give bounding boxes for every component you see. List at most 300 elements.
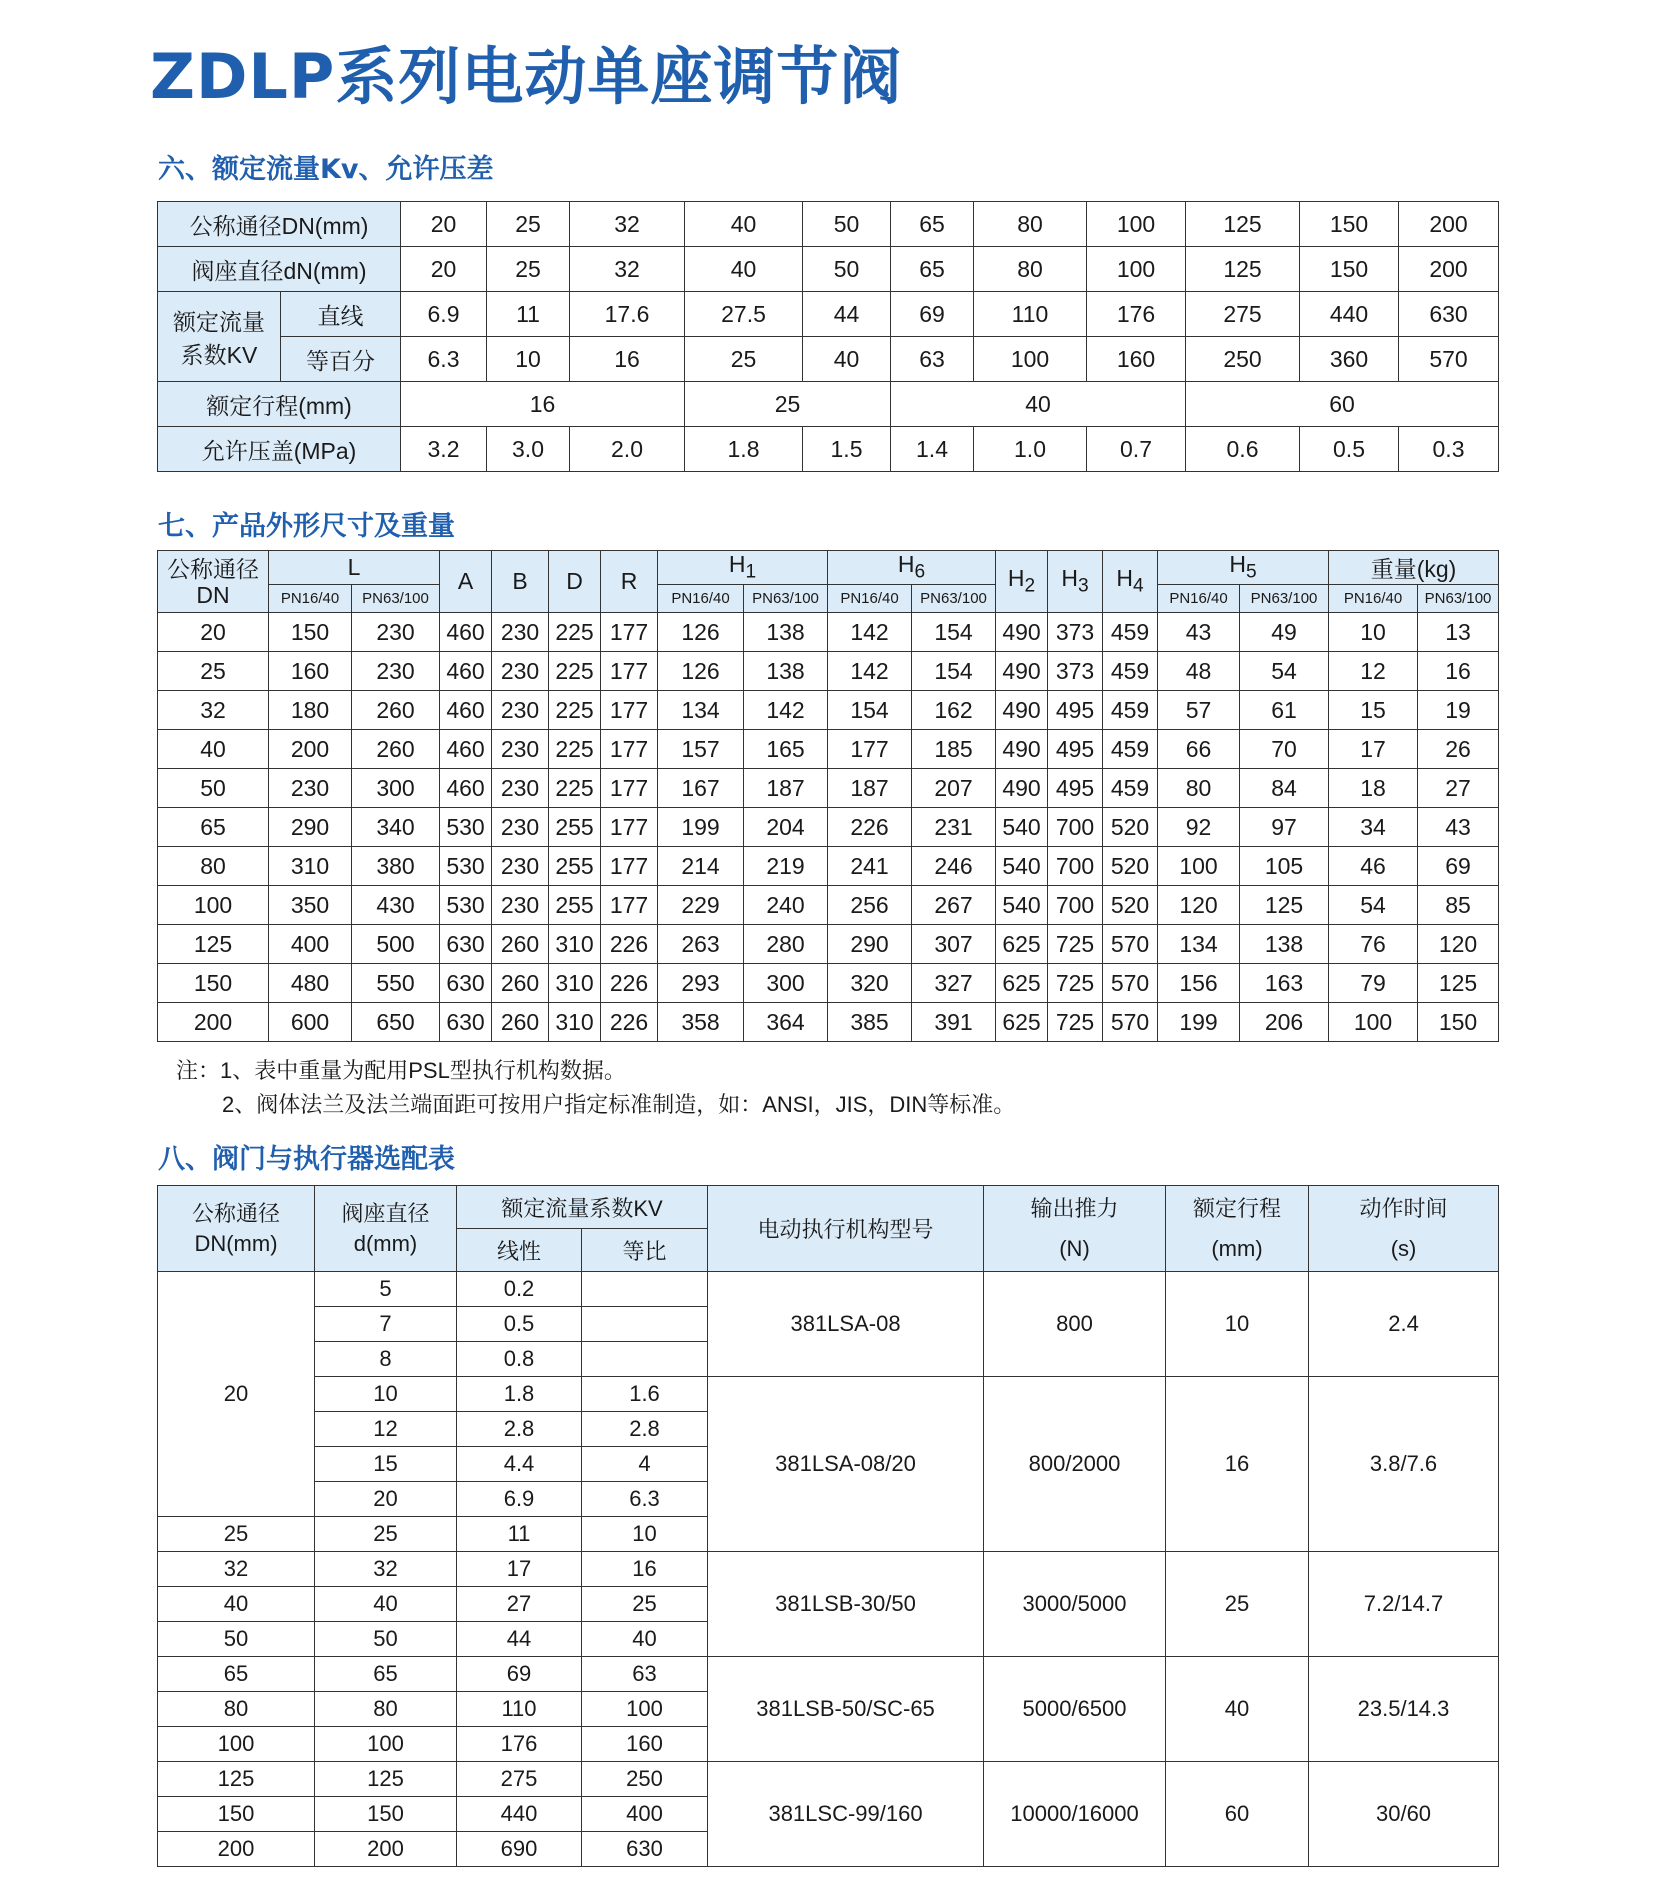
cell: 85 (1418, 886, 1499, 925)
cell: 138 (1240, 925, 1329, 964)
cell: 229 (658, 886, 744, 925)
cell: 570 (1399, 337, 1499, 382)
cell: 1.0 (974, 427, 1087, 472)
cell: 176 (1087, 292, 1186, 337)
cell: 340 (352, 808, 440, 847)
cell: 1.5 (803, 427, 891, 472)
cell: 310 (549, 925, 601, 964)
cell: 10 (1329, 613, 1418, 652)
cell: 380 (352, 847, 440, 886)
cell: 54 (1240, 652, 1329, 691)
cell: 40 (685, 202, 803, 247)
cell: 246 (912, 847, 996, 886)
dp-label: 允许压盖(MPa) (158, 427, 401, 472)
cell: 54 (1329, 886, 1418, 925)
cell: 40 (315, 1587, 457, 1622)
cell: 459 (1103, 691, 1158, 730)
cell: 206 (1240, 1003, 1329, 1042)
cell: 80 (974, 247, 1087, 292)
pn16-header: PN16/40 (1158, 585, 1240, 613)
table-row (158, 1552, 1499, 1587)
cell: 0.7 (1087, 427, 1186, 472)
cell: 163 (1240, 964, 1329, 1003)
cell: 100 (158, 886, 269, 925)
cell: 43 (1158, 613, 1240, 652)
cell: 97 (1240, 808, 1329, 847)
cell: 177 (601, 847, 658, 886)
cell: 32 (570, 247, 685, 292)
cell: 440 (1300, 292, 1399, 337)
cell: 495 (1048, 769, 1103, 808)
cell: 495 (1048, 691, 1103, 730)
cell: 32 (158, 1552, 315, 1587)
cell: 92 (1158, 808, 1240, 847)
cell: 63 (891, 337, 974, 382)
cell: 480 (269, 964, 352, 1003)
cell: 460 (440, 730, 492, 769)
cell: 199 (658, 808, 744, 847)
stroke-header: 额定行程 (mm) (1166, 1186, 1309, 1272)
cell: 250 (1186, 337, 1300, 382)
cell: 61 (1240, 691, 1329, 730)
table-row (158, 613, 1499, 652)
cell: 138 (744, 613, 828, 652)
cell: 495 (1048, 730, 1103, 769)
cell: 230 (269, 769, 352, 808)
cell: 490 (996, 613, 1048, 652)
cell: 125 (158, 925, 269, 964)
cell: 50 (158, 1622, 315, 1657)
cell: 320 (828, 964, 912, 1003)
cell: 310 (549, 964, 601, 1003)
dn-label: 公称通径DN(mm) (158, 202, 401, 247)
cell: 65 (158, 1657, 315, 1692)
l-header: L (269, 551, 440, 585)
cell: 250 (582, 1762, 708, 1797)
cell: 16 (582, 1552, 708, 1587)
cell: 80 (315, 1692, 457, 1727)
cell: 100 (582, 1692, 708, 1727)
table-row (158, 1003, 1499, 1042)
table-row (158, 652, 1499, 691)
cell: 226 (601, 1003, 658, 1042)
cell: 32 (570, 202, 685, 247)
cell: 630 (440, 925, 492, 964)
cell: 100 (974, 337, 1087, 382)
cell: 267 (912, 886, 996, 925)
cell: 700 (1048, 886, 1103, 925)
cell: 381LSB-30/50 (708, 1552, 984, 1657)
cell: 630 (1399, 292, 1499, 337)
cell: 200 (269, 730, 352, 769)
seat-header: 阀座直径 d(mm) (315, 1186, 457, 1272)
cell (582, 1307, 708, 1342)
cell: 46 (1329, 847, 1418, 886)
cell: 225 (549, 691, 601, 730)
cell: 177 (601, 769, 658, 808)
cell: 100 (1329, 1003, 1418, 1042)
cell: 126 (658, 613, 744, 652)
cell: 100 (1087, 247, 1186, 292)
cell: 23.5/14.3 (1309, 1657, 1499, 1762)
cell: 34 (1329, 808, 1418, 847)
cell: 256 (828, 886, 912, 925)
cell: 160 (582, 1727, 708, 1762)
cell: 300 (352, 769, 440, 808)
cell: 219 (744, 847, 828, 886)
cell: 226 (601, 925, 658, 964)
cell: 520 (1103, 847, 1158, 886)
cell: 0.6 (1186, 427, 1300, 472)
header-row-2 (158, 585, 1499, 613)
cell: 700 (1048, 808, 1103, 847)
cell: 20 (315, 1482, 457, 1517)
cell: 260 (492, 925, 549, 964)
cell: 260 (352, 691, 440, 730)
cell: 25 (685, 382, 891, 427)
table-row (158, 769, 1499, 808)
cell (582, 1272, 708, 1307)
actuator-selection-table (157, 1185, 1499, 1867)
cell: 142 (828, 613, 912, 652)
cell: 20 (158, 613, 269, 652)
cell: 350 (269, 886, 352, 925)
cell: 40 (1166, 1657, 1309, 1762)
cell: 126 (658, 652, 744, 691)
cell: 0.8 (457, 1342, 582, 1377)
cell: 160 (1087, 337, 1186, 382)
cell: 290 (828, 925, 912, 964)
table-row (158, 1762, 1499, 1797)
cell: 630 (440, 1003, 492, 1042)
cell: 40 (582, 1622, 708, 1657)
cell: 725 (1048, 925, 1103, 964)
cell: 80 (974, 202, 1087, 247)
cell: 40 (685, 247, 803, 292)
cell: 154 (912, 652, 996, 691)
cell: 60 (1186, 382, 1499, 427)
cell: 540 (996, 847, 1048, 886)
cell: 185 (912, 730, 996, 769)
force-header: 输出推力 (N) (984, 1186, 1166, 1272)
cell: 3.0 (487, 427, 570, 472)
cell: 187 (828, 769, 912, 808)
cell: 230 (492, 769, 549, 808)
section-7-heading: 七、产品外形尺寸及重量 (158, 511, 455, 542)
cell: 230 (492, 730, 549, 769)
cell: 120 (1418, 925, 1499, 964)
cell: 142 (828, 652, 912, 691)
eqp-row (158, 337, 1499, 382)
h5-header: $H_5$ (1158, 551, 1329, 585)
cell: 160 (269, 652, 352, 691)
cell: 134 (1158, 925, 1240, 964)
cell: 125 (1186, 202, 1300, 247)
time-header: 动作时间 (s) (1309, 1186, 1499, 1272)
cell: 63 (582, 1657, 708, 1692)
cell: 40 (158, 1587, 315, 1622)
cell: 226 (601, 964, 658, 1003)
cell: 2.4 (1309, 1272, 1499, 1377)
dp-row (158, 427, 1499, 472)
a-header: A (440, 551, 492, 613)
cell: 84 (1240, 769, 1329, 808)
stroke-label: 额定行程(mm) (158, 382, 401, 427)
cell: 280 (744, 925, 828, 964)
cell: 200 (158, 1832, 315, 1867)
cell: 20 (401, 247, 487, 292)
cell: 200 (158, 1003, 269, 1042)
cell: 0.5 (1300, 427, 1399, 472)
cell: 12 (315, 1412, 457, 1447)
cell: 725 (1048, 1003, 1103, 1042)
cell: 80 (1158, 769, 1240, 808)
cell: 6.9 (457, 1482, 582, 1517)
cell: 255 (549, 808, 601, 847)
cell: 275 (1186, 292, 1300, 337)
cell: 260 (492, 964, 549, 1003)
eqp-header: 等比 (582, 1229, 708, 1272)
cell: 150 (158, 1797, 315, 1832)
cell: 364 (744, 1003, 828, 1042)
cell: 500 (352, 925, 440, 964)
weight-header: 重量(kg) (1329, 551, 1499, 585)
cell (582, 1342, 708, 1377)
cell: 25 (487, 202, 570, 247)
cell: 16 (401, 382, 685, 427)
cell: 630 (582, 1832, 708, 1867)
pn16-header: PN16/40 (1329, 585, 1418, 613)
cell: 25 (158, 652, 269, 691)
cell: 300 (744, 964, 828, 1003)
dn-header: 公称通径 DN(mm) (158, 1186, 315, 1272)
page-title: ZDLP系列电动单座调节阀 (150, 40, 903, 113)
cell: 44 (803, 292, 891, 337)
cell: 230 (352, 652, 440, 691)
cell: 15 (315, 1447, 457, 1482)
cell: 50 (158, 769, 269, 808)
cell: 70 (1240, 730, 1329, 769)
cell: 110 (974, 292, 1087, 337)
table-row (158, 808, 1499, 847)
cell: 625 (996, 964, 1048, 1003)
cell: 176 (457, 1727, 582, 1762)
cell: 40 (158, 730, 269, 769)
cell: 48 (1158, 652, 1240, 691)
cell: 177 (601, 691, 658, 730)
pn16-header: PN16/40 (269, 585, 352, 613)
dimensions-table (157, 550, 1499, 1042)
cell: 65 (158, 808, 269, 847)
cell: 11 (457, 1517, 582, 1552)
cell: 17.6 (570, 292, 685, 337)
cell: 110 (457, 1692, 582, 1727)
cell: 230 (492, 652, 549, 691)
cell: 177 (601, 652, 658, 691)
cell: 167 (658, 769, 744, 808)
cell: 4.4 (457, 1447, 582, 1482)
cell: 260 (352, 730, 440, 769)
header-row-1 (158, 551, 1499, 585)
cell: 225 (549, 769, 601, 808)
cell: 226 (828, 808, 912, 847)
cell: 2.0 (570, 427, 685, 472)
cell: 5 (315, 1272, 457, 1307)
cell: 255 (549, 847, 601, 886)
cell: 138 (744, 652, 828, 691)
cell: 1.4 (891, 427, 974, 472)
cell: 125 (1186, 247, 1300, 292)
cell: 120 (1158, 886, 1240, 925)
cell: 5000/6500 (984, 1657, 1166, 1762)
cell: 50 (803, 202, 891, 247)
table-row (158, 847, 1499, 886)
cell: 530 (440, 847, 492, 886)
cell: 214 (658, 847, 744, 886)
cell: 490 (996, 691, 1048, 730)
cell: 11 (487, 292, 570, 337)
cell: 230 (492, 886, 549, 925)
cell: 3000/5000 (984, 1552, 1166, 1657)
cell: 125 (315, 1762, 457, 1797)
cell: 358 (658, 1003, 744, 1042)
cell: 3.2 (401, 427, 487, 472)
cell: 27.5 (685, 292, 803, 337)
cell: 520 (1103, 808, 1158, 847)
pn16-header: PN16/40 (828, 585, 912, 613)
section-8-heading: 八、阀门与执行器选配表 (158, 1144, 455, 1175)
pn63-header: PN63/100 (1240, 585, 1329, 613)
seat-label: 阀座直径dN(mm) (158, 247, 401, 292)
b-header: B (492, 551, 549, 613)
cell: 725 (1048, 964, 1103, 1003)
cell: 142 (744, 691, 828, 730)
cell: 230 (492, 613, 549, 652)
cell: 381LSA-08/20 (708, 1377, 984, 1552)
cell: 105 (1240, 847, 1329, 886)
cell: 60 (1166, 1762, 1309, 1867)
cell: 260 (492, 1003, 549, 1042)
cell: 630 (440, 964, 492, 1003)
cell: 100 (315, 1727, 457, 1762)
kv-header: 额定流量系数KV (457, 1186, 708, 1229)
cell: 162 (912, 691, 996, 730)
eqp-label: 等百分 (281, 337, 401, 382)
cell: 50 (803, 247, 891, 292)
cell: 15 (1329, 691, 1418, 730)
cell: 180 (269, 691, 352, 730)
cell: 391 (912, 1003, 996, 1042)
cell: 460 (440, 769, 492, 808)
cell: 125 (158, 1762, 315, 1797)
cell: 177 (828, 730, 912, 769)
h6-header: $H_6$ (828, 551, 996, 585)
cell: 156 (1158, 964, 1240, 1003)
rated-flow-table (157, 201, 1499, 472)
cell: 177 (601, 886, 658, 925)
cell: 381LSC-99/160 (708, 1762, 984, 1867)
cell: 490 (996, 652, 1048, 691)
cell: 0.5 (457, 1307, 582, 1342)
cell: 27 (457, 1587, 582, 1622)
cell: 16 (570, 337, 685, 382)
cell: 459 (1103, 652, 1158, 691)
cell: 177 (601, 730, 658, 769)
cell: 25 (1166, 1552, 1309, 1657)
cell: 125 (1240, 886, 1329, 925)
dn-row (158, 202, 1499, 247)
cell: 150 (1300, 202, 1399, 247)
cell: 69 (1418, 847, 1499, 886)
cell: 570 (1103, 964, 1158, 1003)
cell: 150 (269, 613, 352, 652)
cell: 200 (315, 1832, 457, 1867)
cell: 150 (1418, 1003, 1499, 1042)
cell: 240 (744, 886, 828, 925)
cell: 231 (912, 808, 996, 847)
cell: 700 (1048, 847, 1103, 886)
cell: 134 (658, 691, 744, 730)
cell: 1.8 (457, 1377, 582, 1412)
cell: 6.9 (401, 292, 487, 337)
cell: 8 (315, 1342, 457, 1377)
cell: 310 (549, 1003, 601, 1042)
cell: 3.8/7.6 (1309, 1377, 1499, 1552)
cell: 65 (891, 202, 974, 247)
cell: 225 (549, 652, 601, 691)
table-row (158, 886, 1499, 925)
cell: 6.3 (582, 1482, 708, 1517)
cell: 19 (1418, 691, 1499, 730)
cell: 230 (352, 613, 440, 652)
cell: 400 (269, 925, 352, 964)
pn63-header: PN63/100 (912, 585, 996, 613)
cell: 40 (803, 337, 891, 382)
cell: 459 (1103, 769, 1158, 808)
cell: 80 (158, 847, 269, 886)
cell: 200 (1399, 247, 1499, 292)
cell: 381LSA-08 (708, 1272, 984, 1377)
cell: 150 (315, 1797, 457, 1832)
cell: 30/60 (1309, 1762, 1499, 1867)
pn63-header: PN63/100 (352, 585, 440, 613)
cell: 440 (457, 1797, 582, 1832)
h2-header: $H_2$ (996, 551, 1048, 613)
cell: 459 (1103, 613, 1158, 652)
cell: 460 (440, 613, 492, 652)
cell: 290 (269, 808, 352, 847)
cell: 32 (315, 1552, 457, 1587)
linear-row (158, 292, 1499, 337)
table-row (158, 1377, 1499, 1412)
cell: 154 (828, 691, 912, 730)
cell: 800 (984, 1272, 1166, 1377)
cell: 225 (549, 613, 601, 652)
cell: 570 (1103, 1003, 1158, 1042)
cell: 381LSB-50/SC-65 (708, 1657, 984, 1762)
cell: 26 (1418, 730, 1499, 769)
cell: 80 (158, 1692, 315, 1727)
header-row-1 (158, 1186, 1499, 1229)
cell: 10000/16000 (984, 1762, 1166, 1867)
cell: 76 (1329, 925, 1418, 964)
linear-label: 直线 (281, 292, 401, 337)
cell: 430 (352, 886, 440, 925)
pn16-header: PN16/40 (658, 585, 744, 613)
cell: 327 (912, 964, 996, 1003)
cell: 13 (1418, 613, 1499, 652)
cell: 17 (1329, 730, 1418, 769)
